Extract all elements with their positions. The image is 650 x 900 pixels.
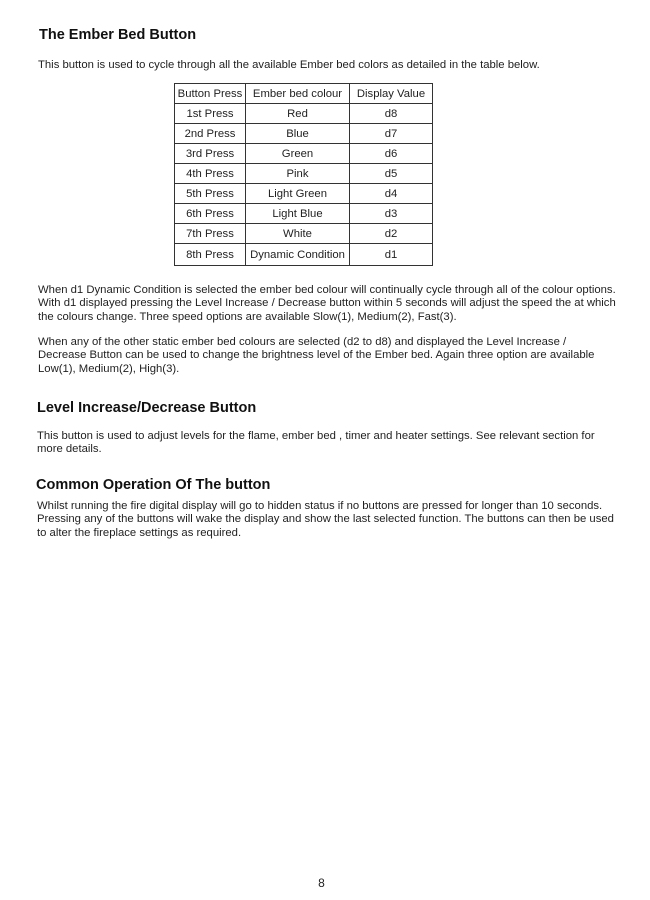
table-header-row [175,84,433,104]
common-operation-heading: Common Operation Of The button [36,477,271,493]
cell-colour: Light Green [246,184,350,204]
ember-colour-table [174,83,433,266]
level-heading: Level Increase/Decrease Button [37,400,257,416]
cell-button-press: 6th Press [175,204,246,224]
cell-colour: Red [246,104,350,124]
cell-display-value: d8 [350,104,433,124]
cell-display-value: d4 [350,184,433,204]
header-ember-bed-colour: Ember bed colour [246,84,350,104]
table-row [175,144,433,164]
table-row [175,124,433,144]
ember-bed-intro: This button is used to cycle through all the available Ember bed colors as detailed in the table below. [38,59,540,71]
page-number: 8 [318,876,325,890]
cell-button-press: 2nd Press [175,124,246,144]
cell-colour: Dynamic Condition [246,244,350,266]
cell-button-press: 7th Press [175,224,246,244]
cell-colour: Pink [246,164,350,184]
cell-button-press: 1st Press [175,104,246,124]
common-operation-paragraph: Whilst running the fire digital display will go to hidden status if no buttons are pressed for longer than 10 seconds. Pressing any of the buttons will wake the display and show the last selected function. The buttons can then be used to alter the fireplace settings as required. [37,500,614,539]
static-colours-paragraph: When any of the other static ember bed colours are selected (d2 to d8) and displayed the Level Increase / Decrease Button can be used to change the brightness level of the Ember bed. Again three option are available Low(1), Medium(2), High(3). [38,336,595,375]
cell-button-press: 8th Press [175,244,246,266]
table-row [175,164,433,184]
table-row [175,104,433,124]
table-row [175,204,433,224]
cell-button-press: 5th Press [175,184,246,204]
cell-colour: White [246,224,350,244]
cell-display-value: d3 [350,204,433,224]
header-display-value: Display Value [350,84,433,104]
ember-bed-heading: The Ember Bed Button [39,27,197,43]
table-row [175,244,433,266]
cell-button-press: 4th Press [175,164,246,184]
header-button-press: Button Press [175,84,246,104]
cell-colour: Blue [246,124,350,144]
table-row [175,184,433,204]
dynamic-condition-paragraph: When d1 Dynamic Condition is selected the ember bed colour will continually cycle through all of the colour options. With d1 displayed pressing the Level Increase / Decrease button within 5 seconds will adjust the speed the at which the colours change. Three speed options are available Slow(1), Medium(2), Fast(3). [38,284,616,323]
cell-display-value: d6 [350,144,433,164]
cell-display-value: d7 [350,124,433,144]
cell-display-value: d2 [350,224,433,244]
cell-colour: Light Blue [246,204,350,224]
level-paragraph: This button is used to adjust levels for the flame, ember bed , timer and heater settings. See relevant section for more details. [37,430,595,456]
cell-display-value: d5 [350,164,433,184]
table-row [175,224,433,244]
cell-display-value: d1 [350,244,433,266]
cell-button-press: 3rd Press [175,144,246,164]
cell-colour: Green [246,144,350,164]
